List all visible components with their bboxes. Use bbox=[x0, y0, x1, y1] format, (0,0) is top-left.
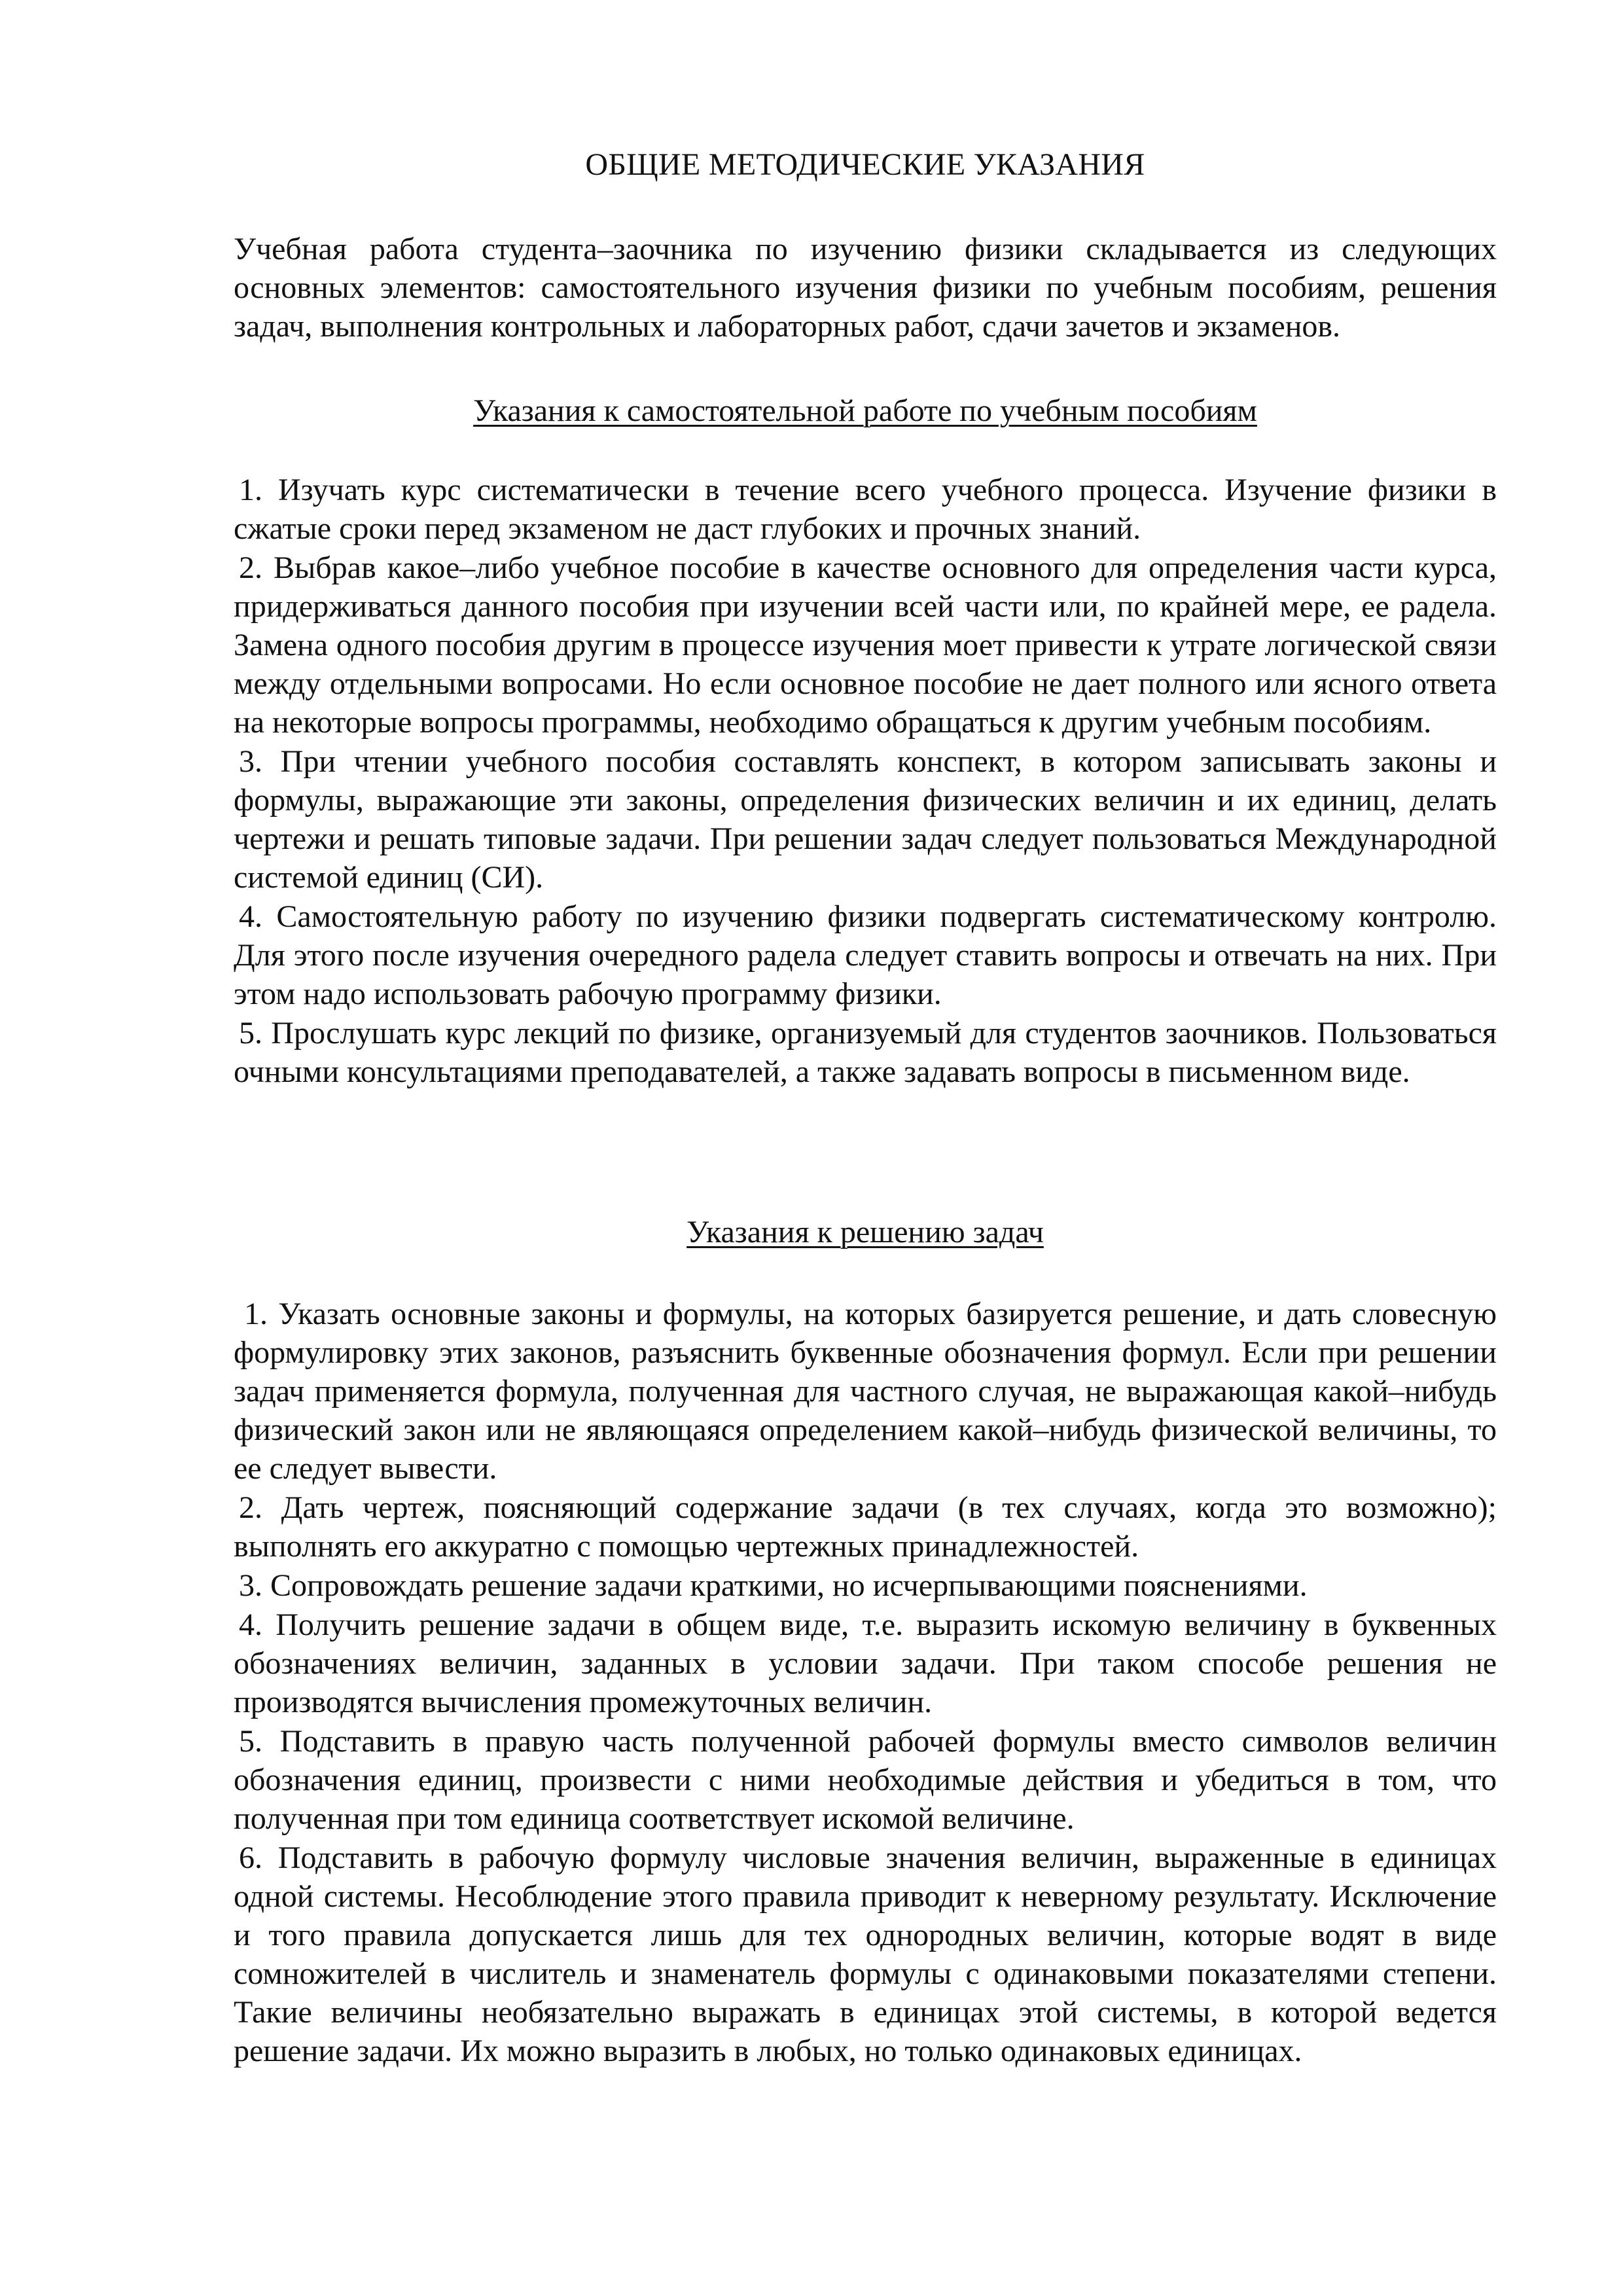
list-item: 3. Сопровождать решение задачи краткими, но исчерпывающими пояснениями. bbox=[239, 1568, 1308, 1603]
section-heading-self-study bbox=[234, 391, 1497, 430]
document-page bbox=[234, 145, 1497, 2071]
self-study-list bbox=[234, 471, 1497, 1091]
problem-solving-list bbox=[234, 1295, 1497, 2070]
list-item: 4. Самостоятельную работу по изучению физики подвергать систематическому контролю. Для этого после изучения очередного радела следует ставить вопросы и отвечать на них. При этом надо использовать рабочую программу физики. bbox=[234, 899, 1497, 1011]
list-item: 4. Получить решение задачи в общем виде, т.е. выразить искомую величину в буквенных обозначениях величин, заданных в условии задачи. При таком способе решения не производятся вычисления промежуточных величин. bbox=[234, 1607, 1497, 1719]
list-item: 2. Дать чертеж, поясняющий содержание задачи (в тех случаях, когда это возможно); выполнять его аккуратно с помощью чертежных принадлежностей. bbox=[234, 1490, 1497, 1564]
page-title: ОБЩИЕ МЕТОДИЧЕСКИЕ УКАЗАНИЯ bbox=[585, 147, 1145, 182]
list-item: 2. Выбрав какое–либо учебное пособие в качестве основного для определения части курса, придерживаться данного пособия при изучении всей части или, по крайней мере, ее радела. Замена одного пособия другим в процессе изучения моет привести к утрате логической связи между отдельными вопросами. Но если основное пособие не дает полного или ясного ответа на некоторые вопросы программы, необходимо обращаться к другим учебным пособиям. bbox=[234, 550, 1497, 740]
section-heading-problem-solving-text: Указания к решению задач bbox=[687, 1215, 1044, 1249]
section-heading-self-study-text: Указания к самостоятельной работе по учебным пособиям bbox=[473, 393, 1257, 428]
list-item: 1. Изучать курс систематически в течение всего учебного процесса. Изучение физики в сжатые сроки перед экзаменом не даст глубоких и прочных знаний. bbox=[234, 473, 1497, 546]
list-item: 5. Прослушать курс лекций по физике, организуемый для студентов заочников. Пользоваться очными консультациями преподавателей, а также задавать вопросы в письменном виде. bbox=[234, 1016, 1497, 1089]
list-item: 3. При чтении учебного пособия составлять конспект, в котором записывать законы и формулы, выражающие эти законы, определения физических величин и их единиц, делать чертежи и решать типовые задачи. При решении задач следует пользоваться Международной системой единиц (СИ). bbox=[234, 744, 1497, 895]
section-heading-problem-solving bbox=[234, 1213, 1497, 1251]
list-item: 6. Подставить в рабочую формулу числовые значения величин, выраженные в единицах одной системы. Несоблюдение этого правила приводит к неверному результату. Исключение и того правила допускается лишь для тех однородных величин, которые водят в виде сомножителей в числитель и знаменатель формулы с одинаковыми показателями степени. Такие величины необязательно выражать в единицах этой системы, в которой ведется решение задачи. Их можно выразить в любых, но только одинаковых единицах. bbox=[234, 1840, 1497, 2068]
list-item: 1. Указать основные законы и формулы, на которых базируется решение, и дать словесную формулировку этих законов, разъяснить буквенные обозначения формул. Если при решении задач применяется формула, полученная для частного случая, не выражающая какой–нибудь физический закон или не являющаяся определением какой–нибудь физической величины, то ее следует вывести. bbox=[234, 1297, 1497, 1486]
list-item: 5. Подставить в правую часть полученной рабочей формулы вместо символов величин обозначения единиц, произвести с ними необходимые действия и убедиться в том, что полученная при том единица соответствует искомой величине. bbox=[234, 1724, 1497, 1836]
intro-paragraph: Учебная работа студента–заочника по изучению физики складывается из следующих основных элементов: самостоятельного изучения физики по учебным пособиям, решения задач, выполнения контрольных и лабораторных работ, сдачи зачетов и экзаменов. bbox=[234, 232, 1497, 344]
